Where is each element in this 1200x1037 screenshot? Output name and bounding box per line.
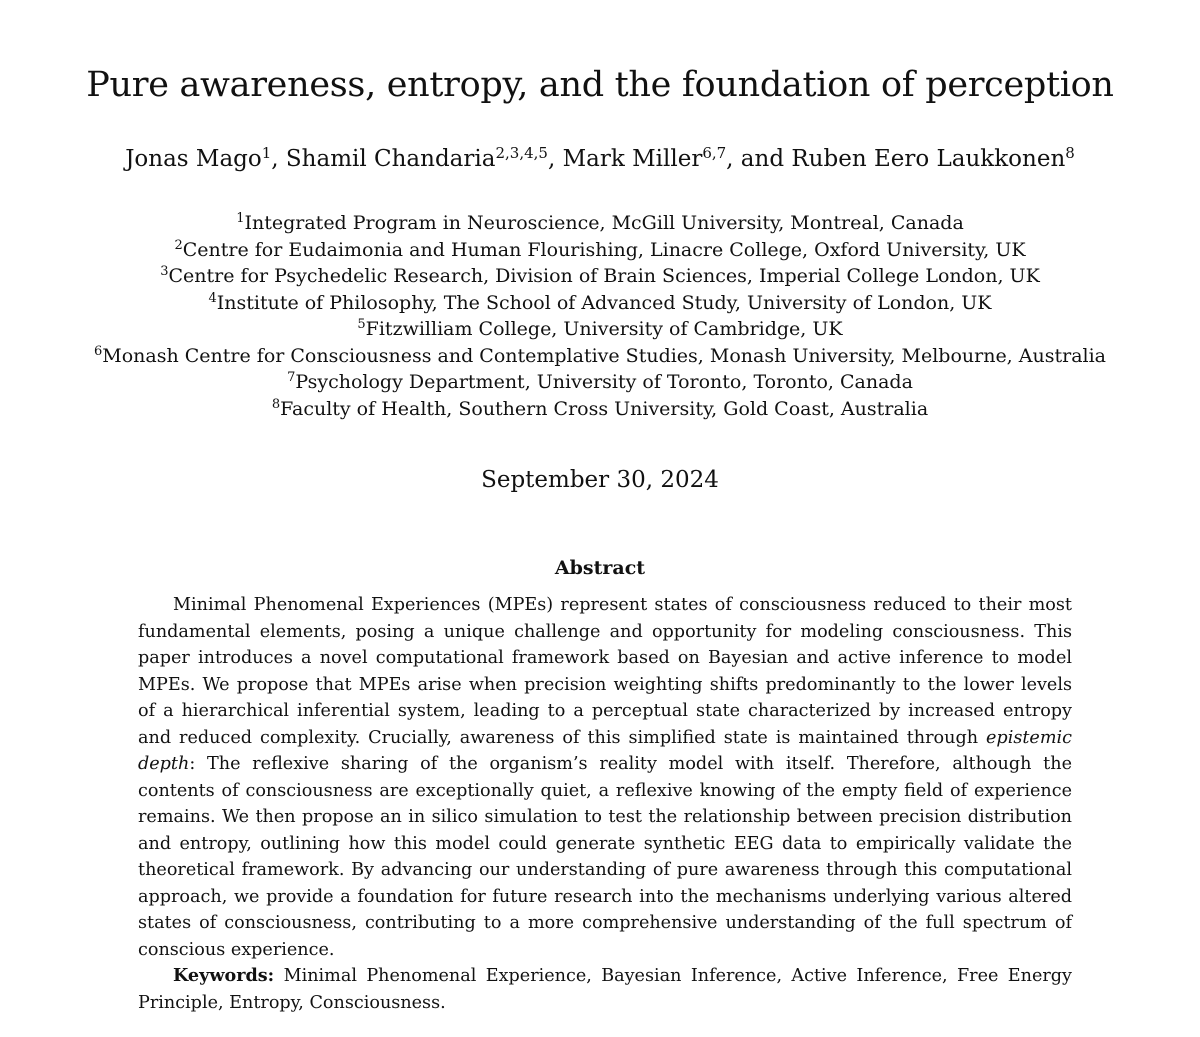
affiliation-number: 4: [208, 290, 217, 306]
affiliation-number: 3: [160, 264, 169, 279]
abstract-italic-term: epistemic depth: [138, 727, 1072, 774]
author-separator: , and: [726, 146, 792, 172]
affiliation-item: [0, 263, 1200, 290]
affiliation-item: [0, 316, 1200, 343]
author-name: Ruben Eero Laukkonen: [791, 146, 1066, 172]
author-list: [0, 143, 1200, 175]
abstract-heading: Abstract: [554, 557, 646, 579]
affiliation-item: [0, 237, 1200, 264]
abstract-text-part: Minimal Phenomenal Experiences (MPEs) represent states of consciousness reduced to their most fundamental elements, posing a unique challenge and opportunity for modeling consciousness. This paper introduces a novel computational framework based on Bayesian and active inference to model MPEs. We propose that MPEs arise when precision weighting shifts predominantly to the lower levels of a hierarchical inferential system, leading to a perceptual state characterized by increased entropy and reduced complexity. Crucially, awareness of this simplified state is maintained through: [138, 595, 1072, 748]
author-affiliation-marker: 1: [261, 144, 272, 162]
affiliation-text: Monash Centre for Consciousness and Contemplative Studies, Monash University, Melbourne, Australia: [102, 344, 1106, 367]
affiliation-text: Centre for Eudaimonia and Human Flourishing, Linacre College, Oxford University, UK: [182, 238, 1026, 261]
affiliation-text: Integrated Program in Neuroscience, McGill University, Montreal, Canada: [244, 212, 964, 234]
affiliation-text: Faculty of Health, Southern Cross University, Gold Coast, Australia: [280, 397, 929, 420]
affiliation-number: 8: [271, 396, 281, 412]
keywords-text: Minimal Phenomenal Experience, Bayesian Inference, Active Inference, Free Energy Principle, Entropy, Consciousness.: [138, 966, 1072, 1013]
affiliation-item: [0, 290, 1200, 317]
affiliation-number: 2: [174, 237, 183, 253]
affiliation-list: [0, 210, 1200, 422]
affiliation-text: Fitzwilliam College, University of Cambridge, UK: [365, 318, 843, 340]
keywords-label: Keywords:: [173, 965, 275, 986]
author-name: Shamil Chandaria: [285, 146, 496, 172]
author-separator: ,: [271, 146, 286, 172]
publication-date: September 30, 2024: [481, 467, 719, 493]
affiliation-item: [0, 343, 1200, 370]
abstract-text-part: : The reflexive sharing of the organism’s reality model with itself. Therefore, although the contents of consciousness are exceptionally quiet, a reflexive knowing of the empty field of experience remains. We then propose an in silico simulation to test the relationship between precision distribution and entropy, outlining how this model could generate synthetic EEG data to empirically validate the theoretical framework. By advancing our understanding of pure awareness through this computational approach, we provide a foundation for future research into the mechanisms underlying various altered states of consciousness, contributing to a more comprehensive understanding of the full spectrum of conscious experience.: [138, 754, 1072, 960]
paper-title: Pure awareness, entropy, and the foundation of perception: [86, 65, 1114, 105]
affiliation-number: 6: [94, 343, 103, 359]
affiliation-number: 7: [287, 370, 296, 385]
affiliation-text: Centre for Psychedelic Research, Division of Brain Sciences, Imperial College London, UK: [168, 265, 1040, 287]
author-name: Jonas Mago: [125, 146, 262, 172]
affiliation-item: [0, 369, 1200, 396]
affiliation-text: Psychology Department, University of Toronto, Toronto, Canada: [295, 371, 913, 393]
abstract-paragraph: [138, 592, 1072, 963]
author-name: Mark Miller: [562, 146, 703, 172]
author-affiliation-marker: 6,7: [702, 144, 727, 162]
affiliation-number: 1: [236, 211, 245, 226]
affiliation-item: [0, 396, 1200, 423]
abstract-body: [138, 592, 1072, 1016]
author-separator: ,: [547, 146, 563, 172]
affiliation-item: [0, 210, 1200, 237]
affiliation-number: 5: [357, 317, 366, 332]
keywords-paragraph: [138, 963, 1072, 1016]
author-affiliation-marker: 8: [1065, 144, 1075, 162]
author-affiliation-marker: 2,3,4,5: [495, 144, 548, 162]
affiliation-text: Institute of Philosophy, The School of Advanced Study, University of London, UK: [216, 291, 992, 314]
